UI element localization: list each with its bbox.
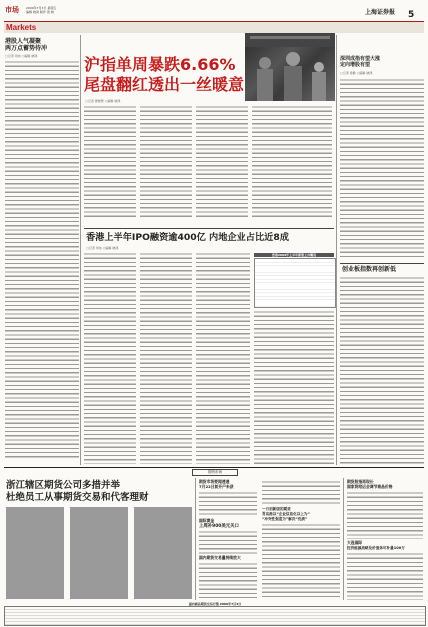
- photo-silhouettes: [245, 33, 335, 101]
- bottom-col3-head1: 一月初新版的期货: [262, 507, 291, 511]
- bottom-col2-head1: 期货市场要闻速递: [199, 479, 230, 484]
- bottom-headline-line2: 杜绝员工从事期货交易和代客理财: [6, 492, 149, 503]
- ipo-body-col1: [84, 252, 136, 464]
- bottom-col3-head1c: “冲突性强度为”解决“优质”: [262, 517, 308, 521]
- bottom-headline-line1: 浙江辖区期货公司多措并举: [6, 480, 121, 491]
- bottom-col4-head2: 大连国际: [347, 540, 363, 545]
- bottom-main-body: [6, 507, 192, 599]
- right-headline-line1: 深圳成指有望大涨: [340, 56, 381, 62]
- ipo-body-col4: [254, 310, 334, 464]
- bottom-col-divider-2: [343, 478, 344, 600]
- futures-section-tab: 期货市场: [192, 469, 238, 476]
- left-headline-line2: 两万点蓄势待冲: [5, 45, 48, 52]
- right-mid-headline: 创业板指数再创新低: [342, 266, 397, 273]
- bottom-col3-head1b: 青岛港以“企业信息化以上为“: [262, 512, 310, 516]
- bottom-col4-body2: [347, 552, 423, 600]
- date-line: 2009年7月3日 星期五: [26, 6, 57, 10]
- bottom-col4-body1: [347, 491, 423, 539]
- right-headline-line2: 定向增股有望: [340, 62, 371, 68]
- bottom-col4-head1b: 国家将给运会调节商品价格: [347, 484, 393, 489]
- ipo-headline: 香港上半年IPO融资逾400亿 内地企业占比近8成: [86, 232, 289, 243]
- markets-band: [4, 22, 424, 33]
- bottom-col2-body1: [199, 491, 257, 517]
- bottom-col2-head2b: 上周补900美元关口: [199, 524, 239, 529]
- newspaper-name: 上海证券报: [365, 9, 396, 16]
- col-divider-1: [80, 35, 81, 465]
- main-headline-line2: 尾盘翻红透出一丝暖意: [84, 75, 245, 94]
- section-english: Markets: [6, 23, 37, 32]
- bottom-divider: [4, 467, 424, 468]
- main-byline: □记者 惠晓慧 ○编辑 晓鸿: [85, 99, 121, 103]
- left-body-text: [5, 60, 79, 460]
- ipo-body-col2: [140, 252, 192, 464]
- left-byline: □记者 刘伟 ○编辑 晓鸿: [5, 54, 38, 58]
- date-line-2: 编辑 晓鸿 制作 周 晓: [26, 10, 54, 14]
- bottom-col3-body: [262, 523, 340, 600]
- bottom-col2-head1b: 7月22日前开户未获: [199, 484, 234, 489]
- bottom-col2-body2: [199, 530, 257, 554]
- ipo-byline: □记者 刘伟 ○编辑 晓鸿: [86, 246, 119, 250]
- main-body-col2: [140, 105, 192, 220]
- left-headline: [5, 38, 77, 52]
- section-label: 市场: [5, 6, 19, 14]
- ipo-table: [254, 258, 336, 308]
- ipo-top-rule: [84, 228, 334, 229]
- bottom-col4-head1: 期货股指再现长: [347, 479, 374, 484]
- bottom-quote-table: [4, 606, 426, 626]
- col-divider-2: [336, 35, 337, 465]
- main-body-col4: [252, 105, 332, 220]
- ipo-body-col3: [196, 252, 250, 464]
- bottom-col2-head2: 国际黄金: [199, 518, 215, 523]
- trading-floor-photo: [245, 33, 335, 101]
- right-mid-body: [340, 276, 424, 464]
- right-headline: [340, 56, 424, 68]
- bottom-table-title: 国内商品期货交易行情 2009年7月3日: [188, 602, 242, 606]
- main-body-col3: [196, 105, 248, 220]
- bottom-col-divider-1: [195, 478, 196, 600]
- bottom-col2-head3: 国内期货交易量持续放大: [199, 555, 241, 560]
- main-headline-line1: 沪指单周暴跌6.66%: [84, 55, 236, 74]
- page-number: 5: [408, 10, 415, 20]
- right-mid-rule: [340, 263, 424, 264]
- bottom-col2-body3: [199, 562, 257, 600]
- bottom-col4-head2b: 经济能源战略及价值体可补量100万: [347, 546, 405, 550]
- main-body-col1: [84, 105, 136, 220]
- bottom-col3-body-top: [262, 480, 340, 506]
- right-body-text: [340, 78, 424, 260]
- left-headline-line1: 港股人气凝聚: [5, 38, 42, 45]
- right-byline: □记者 徐勤 ○编辑 晓鸿: [340, 71, 373, 75]
- ipo-table-title: 香港2009年上半年新股上市概况: [254, 253, 334, 257]
